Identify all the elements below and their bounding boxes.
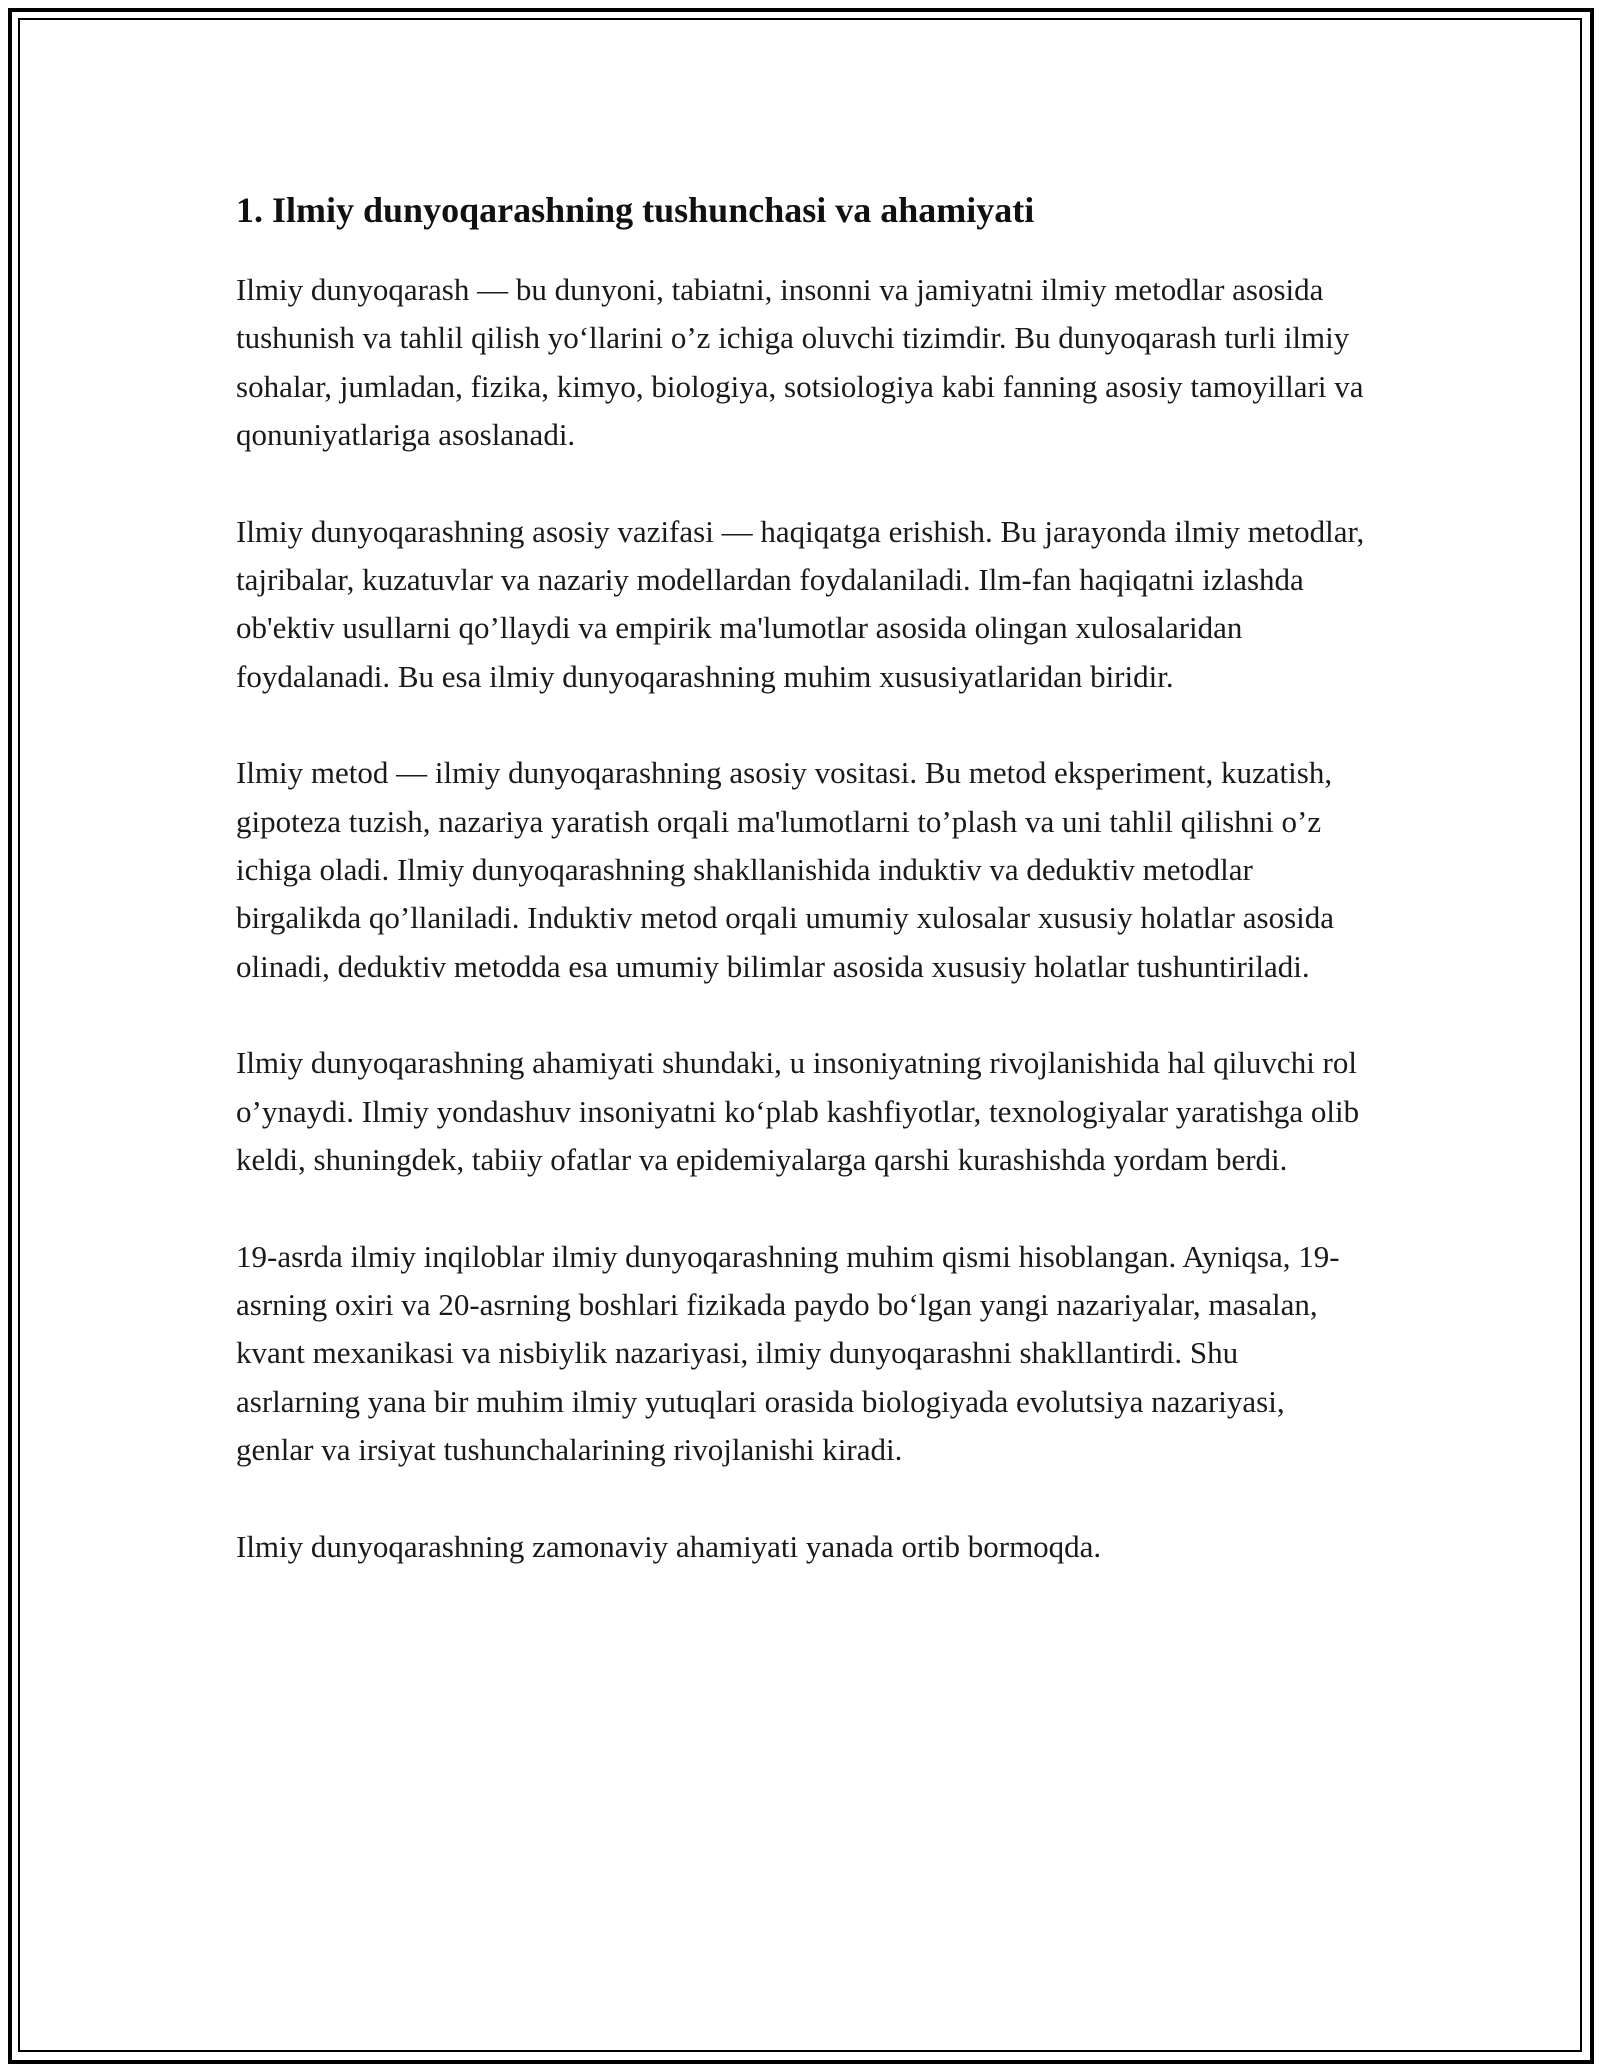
paragraph-modern-importance: Ilmiy dunyoqarashning zamonaviy ahamiyati yanada ortib bormoqda. xyxy=(236,1528,1102,1564)
paragraph-19th-century: 19-asrda ilmiy inqiloblar ilmiy dunyoqarashning muhim qismi hisoblangan. Ayniqsa, 19-asrning oxiri va 20-asrning boshlari fizikada paydo bo‘lgan yangi nazariyalar, masalan, kvant mexanikasi va nisbiylik nazariyasi, ilmiy dunyoqarashni shakllantirdi. Shu asrlarning yana bir muhim ilmiy yutuqlari orasida biologiyada evolutsiya nazariyasi, genlar va irsiyat tushunchalarining rivojlanishi kiradi. xyxy=(236,1238,1340,1468)
paragraph-definition: Ilmiy dunyoqarash — bu dunyoni, tabiatni, insonni va jamiyatni ilmiy metodlar asosida tushunish va tahlil qilish yo‘llarini o’z ichiga oluvchi tizimdir. Bu dunyoqarash turli ilmiy sohalar, jumladan, fizika, kimyo, biologiya, sotsiologiya kabi fanning asosiy tamoyillari va qonuniyatlariga asoslanadi. xyxy=(236,272,1364,453)
paragraph-main-task: Ilmiy dunyoqarashning asosiy vazifasi — haqiqatga erishish. Bu jarayonda ilmiy metodlar, tajribalar, kuzatuvlar va nazariy modellardan foydalaniladi. Ilm-fan haqiqatni izlashda ob'ektiv usullarni qo’llaydi va empirik ma'lumotlar asosida olingan xulosalaridan foydalanadi. Bu esa ilmiy dunyoqarashning muhim xususiyatlaridan biridir. xyxy=(236,513,1365,694)
section-heading: 1. Ilmiy dunyoqarashning tushunchasi va ahamiyati xyxy=(236,190,1035,230)
paragraph-importance: Ilmiy dunyoqarashning ahamiyati shundaki, u insoniyatning rivojlanishida hal qiluvchi rol o’ynaydi. Ilmiy yondashuv insoniyatni ko‘plab kashfiyotlar, texnologiyalar yaratishga olib keldi, shuningdek, tabiiy ofatlar va epidemiyalarga qarshi kurashishda yordam berdi. xyxy=(236,1045,1360,1178)
document-body xyxy=(236,188,1366,1619)
paragraph-scientific-method: Ilmiy metod — ilmiy dunyoqarashning asosiy vositasi. Bu metod eksperiment, kuzatish, gipoteza tuzish, nazariya yaratish orqali ma'lumotlarni to’plash va uni tahlil qilishni o’z ichiga oladi. Ilmiy dunyoqarashning shakllanishida induktiv va deduktiv metodlar birgalikda qo’llaniladi. Induktiv metod orqali umumiy xulosalar xususiy holatlar asosida olinadi, deduktiv metodda esa umumiy bilimlar asosida xususiy holatlar tushuntiriladi. xyxy=(236,755,1335,984)
